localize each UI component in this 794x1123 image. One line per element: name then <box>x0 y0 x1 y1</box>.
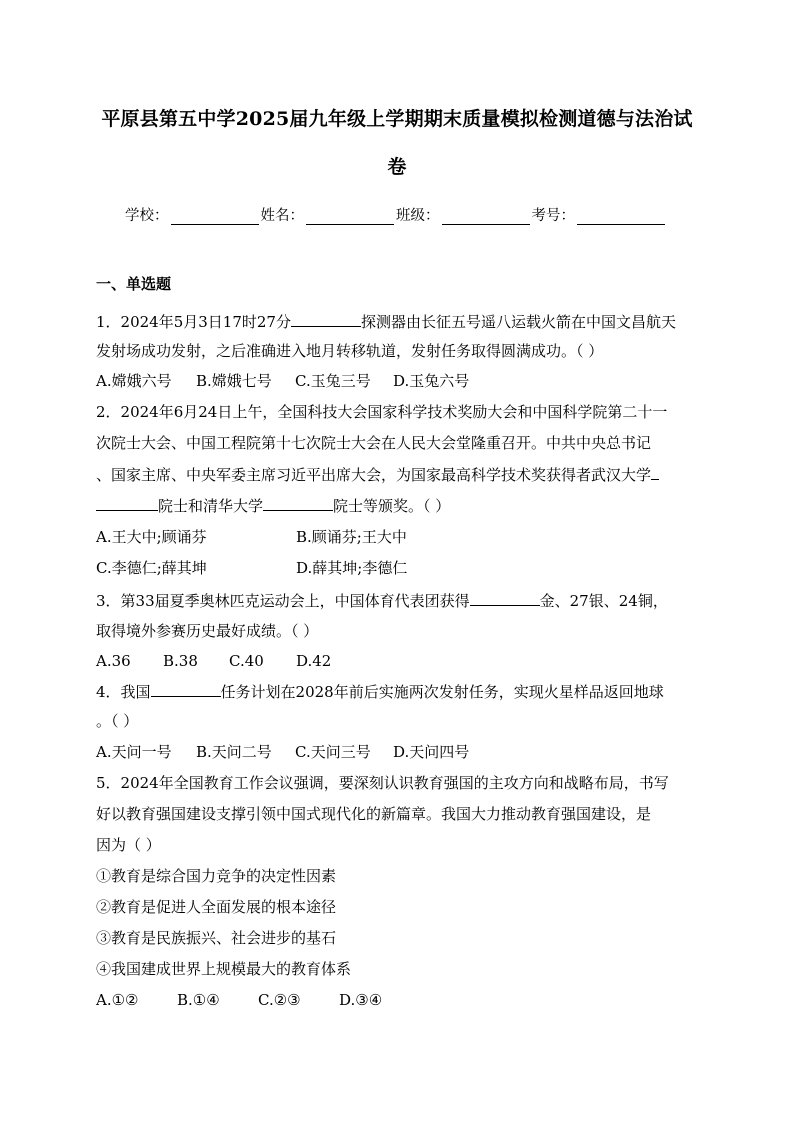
q3-line1 <box>96 590 668 611</box>
name-field <box>261 204 397 225</box>
q3-text-a: 3．第33届夏季奥林匹克运动会上，中国体育代表团获得 <box>96 592 470 610</box>
q1-option-a: A.嫦娥六号 <box>96 372 172 390</box>
q5-item-2: ②教育是促进人全面发展的根本途径 <box>96 898 337 916</box>
q3-line2: 取得境外参赛历史最好成绩。（ ） <box>96 622 319 640</box>
q1-blank <box>291 311 361 327</box>
q2-text-b: 院士等颁奖。（ ） <box>333 497 451 515</box>
exam-title-continued: 卷 <box>387 156 407 178</box>
q3-option-a: A.36 <box>96 652 131 670</box>
section-heading: 一、单选题 <box>96 275 172 293</box>
q3-option-d: D.42 <box>296 652 332 670</box>
q4-option-c: C.天问三号 <box>295 743 371 761</box>
class-label: 班级： <box>396 208 440 224</box>
q2-blank-1 <box>96 495 158 511</box>
name-blank <box>306 210 394 225</box>
q1-line2: 发射场成功发射，之后准确进入地月转移轨道，发射任务取得圆满成功。（ ） <box>96 342 604 360</box>
q4-blank <box>151 681 221 697</box>
q3-option-b: B.38 <box>163 652 198 670</box>
q4-option-b: B.天问二号 <box>196 743 272 761</box>
class-field <box>396 204 532 225</box>
q4-option-d: D.天问四号 <box>393 743 470 761</box>
q2-option-c: C.李德仁;薛其坤 <box>96 559 207 577</box>
q2-line1: 2．2024年6月24日上午，全国科技大会国家科学技术奖励大会和中国科学院第二十一 <box>96 403 668 421</box>
school-blank <box>171 210 259 225</box>
q5-option-b: B.①④ <box>177 991 220 1009</box>
q5-item-3: ③教育是民族振兴、社会进步的基石 <box>96 929 337 947</box>
q4-text-b: 任务计划在2028年前后实施两次发射任务，实现火星样品返回地球 <box>220 683 664 701</box>
class-blank <box>442 210 530 225</box>
q5-item-4: ④我国建成世界上规模最大的教育体系 <box>96 960 352 978</box>
q5-line3: 因为（ ） <box>96 836 161 854</box>
q5-item-1: ①教育是综合国力竞争的决定性因素 <box>96 867 337 885</box>
q3-option-c: C.40 <box>229 652 264 670</box>
school-label: 学校： <box>125 208 169 224</box>
exam-title: 平原县第五中学2025届九年级上学期期末质量模拟检测道德与法治试 <box>101 108 693 130</box>
school-field <box>125 204 261 225</box>
q5-line2: 好以教育强国建设支撑引领中国式现代化的新篇章。我国大力推动教育强国建设，是 <box>96 805 652 823</box>
q2-blank-2 <box>263 495 333 511</box>
q1-text-b: 探测器由长征五号遥八运载火箭在中国文昌航天 <box>360 313 676 331</box>
q1-text-a: 1．2024年5月3日17时27分 <box>96 313 291 331</box>
q2-option-d: D.薛其坤;李德仁 <box>296 559 408 577</box>
q2-line3 <box>96 464 659 485</box>
q2-line3-text: 、国家主席、中央军委主席习近平出席大会，为国家最高科学技术奖获得者武汉大学 <box>96 466 652 484</box>
q1-line1 <box>96 311 676 332</box>
q3-blank <box>470 590 540 606</box>
q5-option-a: A.①② <box>96 991 139 1009</box>
q2-option-b: B.顾诵芬;王大中 <box>296 528 407 546</box>
q4-option-a: A.天问一号 <box>96 743 172 761</box>
q5-option-d: D.③④ <box>339 991 383 1009</box>
exam-number-blank <box>577 210 665 225</box>
name-label: 姓名： <box>260 208 304 224</box>
q3-text-b: 金、27银、24铜， <box>539 592 668 610</box>
q2-line2: 次院士大会、中国工程院第十七次院士大会在人民大会堂隆重召开。中共中央总书记 <box>96 434 652 452</box>
q2-text-a: 院士和清华大学 <box>158 497 264 515</box>
q1-option-d: D.玉兔六号 <box>393 372 470 390</box>
q5-line1: 5．2024年全国教育工作会议强调，要深刻认识教育强国的主攻方向和战略布局，书写 <box>96 774 669 792</box>
q4-line2: 。（ ） <box>96 712 139 730</box>
q2-option-a: A.王大中;顾诵芬 <box>96 528 207 546</box>
q4-text-a: 4．我国 <box>96 683 151 701</box>
student-info-row <box>125 204 667 225</box>
exam-number-label: 考号： <box>531 208 575 224</box>
q1-option-b: B.嫦娥七号 <box>196 372 272 390</box>
q2-line4 <box>96 495 450 516</box>
q1-option-c: C.玉兔三号 <box>295 372 371 390</box>
q5-option-c: C.②③ <box>258 991 301 1009</box>
q4-line1 <box>96 681 664 702</box>
q2-blank-1-start <box>651 464 659 480</box>
exam-number-field <box>532 204 668 225</box>
